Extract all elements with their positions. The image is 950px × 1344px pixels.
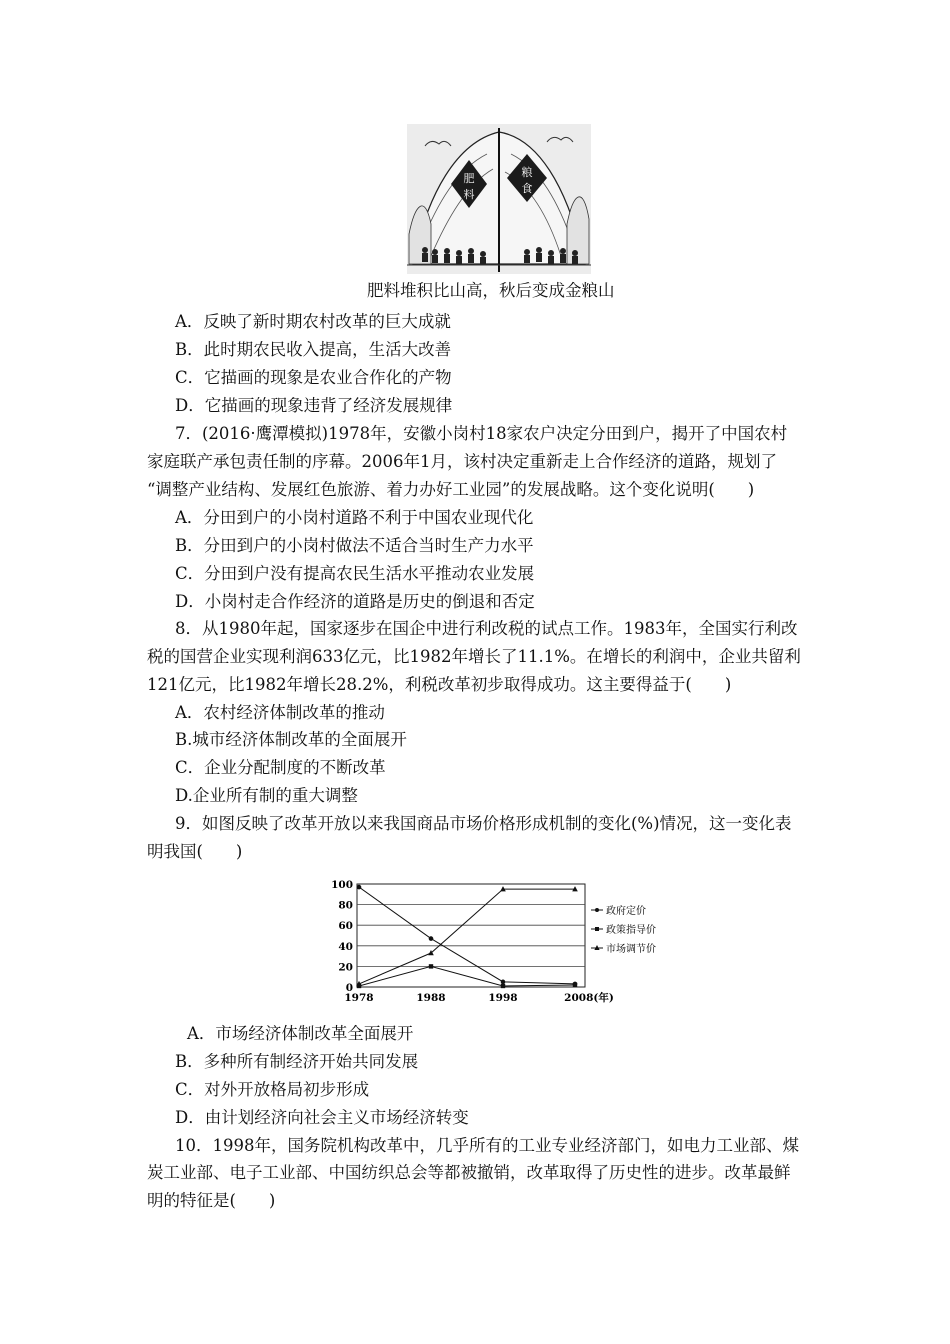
- series-line: [359, 889, 575, 984]
- q8-option-a: A．农村经济体制改革的推动: [175, 703, 385, 722]
- y-tick-label: 40: [338, 940, 353, 953]
- q8-stem-line-3: 121亿元，比1982年增长28.2%，利税改革初步取得成功。这主要得益于( ): [147, 675, 732, 694]
- y-tick-label: 80: [338, 899, 353, 912]
- q7-option-b: B．分田到户的小岗村做法不适合当时生产力水平: [175, 536, 534, 555]
- y-tick-label: 0: [345, 982, 353, 994]
- right-sign-char-1: 粮: [521, 166, 533, 179]
- q9-option-d: D．由计划经济向社会主义市场经济转变: [175, 1108, 469, 1127]
- data-point: [357, 885, 362, 890]
- q10-stem-line-1: 10．1998年，国务院机构改革中，几乎所有的工业专业经济部门，如电力工业部、煤: [175, 1136, 799, 1155]
- legend-label: 政府定价: [606, 906, 646, 917]
- cartoon-image: [407, 124, 591, 274]
- q9-stem-line-2: 明我国( ): [147, 842, 243, 861]
- q8-option-d: D.企业所有制的重大调整: [175, 786, 358, 805]
- q10-stem-line-2: 炭工业部、电子工业部、中国纺织总会等都被撤销，改革取得了历史性的进步。改革最鲜: [147, 1163, 791, 1182]
- x-tick-label: 1978: [344, 992, 374, 1004]
- x-tick-label: 1998: [488, 992, 518, 1004]
- data-point: [429, 964, 433, 968]
- q9-stem-line-1: 9．如图反映了改革开放以来我国商品市场价格形成机制的变化(%)情况，这一变化表: [175, 814, 792, 833]
- q8-option-b: B.城市经济体制改革的全面展开: [175, 730, 407, 749]
- q6-option-c: C．它描画的现象是农业合作化的产物: [175, 368, 452, 387]
- y-tick-label: 20: [338, 961, 353, 974]
- legend-label: 政策指导价: [606, 925, 656, 936]
- q10-stem-line-3: 明的特征是( ): [147, 1191, 276, 1210]
- figure-caption: 肥料堆积比山高，秋后变成金粮山: [367, 281, 615, 300]
- q8-stem-line-1: 8．从1980年起，国家逐步在国企中进行利改税的试点工作。1983年，全国实行利改: [175, 619, 798, 638]
- q7-option-a: A．分田到户的小岗村道路不利于中国农业现代化: [175, 508, 534, 527]
- x-tick-label: 1988: [416, 992, 446, 1004]
- left-sign-char-1: 肥: [463, 172, 475, 185]
- series-line: [359, 887, 575, 984]
- q8-option-c: C．企业分配制度的不断改革: [175, 758, 386, 777]
- q6-option-a: A．反映了新时期农村改革的巨大成就: [175, 312, 451, 331]
- q7-stem-line-1: 7．(2016·鹰潭模拟)1978年，安徽小岗村18家农户决定分田到户，揭开了中国农村: [175, 424, 788, 443]
- q6-option-d: D．它描画的现象违背了经济发展规律: [175, 396, 453, 415]
- price-mechanism-line-chart: [325, 872, 665, 1012]
- q7-option-c: C．分田到户没有提高农民生活水平推动农业发展: [175, 564, 535, 583]
- q9-option-c: C．对外开放格局初步形成: [175, 1080, 370, 1099]
- right-sign-char-2: 食: [521, 182, 533, 195]
- data-point: [501, 984, 505, 988]
- q9-option-b: B．多种所有制经济开始共同发展: [175, 1052, 419, 1071]
- legend-label: 市场调节价: [606, 944, 656, 955]
- legend-marker: [595, 927, 599, 931]
- q8-stem-line-2: 税的国营企业实现利润633亿元，比1982年增长了11.1%。在增长的利润中，企业共留利: [147, 647, 801, 666]
- x-tick-label: 2008(年): [564, 992, 614, 1004]
- q9-option-a: A．市场经济体制改革全面展开: [187, 1024, 414, 1043]
- data-point: [501, 980, 506, 985]
- data-point: [429, 936, 434, 941]
- left-sign-char-2: 料: [463, 188, 475, 201]
- q6-option-b: B．此时期农民收入提高，生活大改善: [175, 340, 452, 359]
- q7-stem-line-2: 家庭联产承包责任制的序幕。2006年1月，该村决定重新走上合作经济的道路，规划了: [147, 452, 777, 471]
- q7-option-d: D．小岗村走合作经济的道路是历史的倒退和否定: [175, 592, 535, 611]
- y-tick-label: 100: [331, 879, 353, 891]
- y-tick-label: 60: [338, 920, 353, 933]
- q7-stem-line-3: “调整产业结构、发展红色旅游、着力办好工业园”的发展战略。这个变化说明( ): [147, 480, 755, 499]
- plot-frame: [357, 884, 585, 987]
- data-point: [573, 983, 577, 987]
- legend-marker: [595, 908, 599, 912]
